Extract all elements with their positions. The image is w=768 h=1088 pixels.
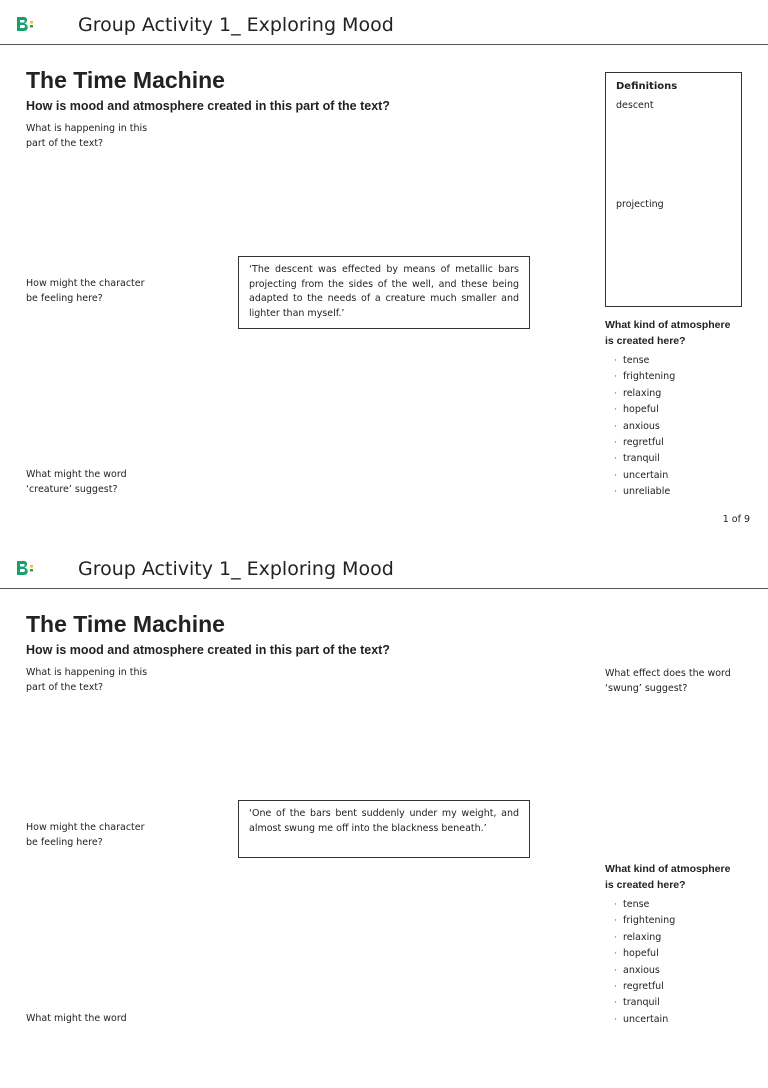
option-label: uncertain xyxy=(623,1013,669,1025)
heading-line: What kind of atmosphere xyxy=(605,319,731,331)
prompt-line: How might the character xyxy=(26,278,145,289)
atmosphere-option xyxy=(605,897,755,913)
page-header xyxy=(0,0,768,45)
bullet-icon: · xyxy=(614,421,617,432)
bullet-icon: · xyxy=(614,454,617,465)
atmosphere-options-list xyxy=(605,353,755,501)
prompt-line: be feeling here? xyxy=(26,293,103,304)
bullet-icon: · xyxy=(614,1014,617,1025)
brand-logo-icon xyxy=(16,560,34,576)
prompt-line: part of the text? xyxy=(26,682,104,693)
bullet-icon: · xyxy=(614,981,617,992)
bullet-icon: · xyxy=(614,356,617,366)
page-header xyxy=(0,544,768,589)
atmosphere-option xyxy=(605,484,755,500)
option-label: hopeful xyxy=(623,404,659,416)
option-label: frightening xyxy=(623,915,676,927)
prompt-line: be feeling here? xyxy=(26,837,103,848)
atmosphere-section xyxy=(605,862,755,1028)
bullet-icon: · xyxy=(614,965,617,976)
option-label: uncertain xyxy=(623,469,669,481)
bullet-icon: · xyxy=(614,437,617,448)
bullet-icon: · xyxy=(614,949,617,960)
definition-term: descent xyxy=(616,100,654,111)
atmosphere-option xyxy=(605,419,755,435)
heading-line: is created here? xyxy=(605,878,686,891)
option-label: anxious xyxy=(623,964,660,976)
page-subtitle: How is mood and atmosphere created in this part of the text? xyxy=(26,643,390,657)
prompt-line: How might the character xyxy=(26,822,145,833)
definitions-heading: Definitions xyxy=(616,81,678,92)
bullet-icon: · xyxy=(614,388,617,399)
option-label: relaxing xyxy=(623,931,662,943)
prompt-line: ‘swung’ suggest? xyxy=(605,683,688,694)
option-label: anxious xyxy=(623,420,660,432)
quote-box: ‘The descent was effected by means of metallic bars projecting from the sides of the well, and these being adapted to the needs of a creature much smaller and lighter than myself.’ xyxy=(238,256,530,329)
atmosphere-options-list xyxy=(605,897,755,1028)
page-title: The Time Machine xyxy=(26,67,225,93)
atmosphere-option xyxy=(605,995,755,1011)
prompt-line: ‘creature’ suggest? xyxy=(26,484,118,495)
prompt-character-feeling xyxy=(26,820,156,850)
heading-line: What kind of atmosphere xyxy=(605,863,731,875)
prompt-word-suggest xyxy=(26,467,156,497)
page-subtitle: How is mood and atmosphere created in this part of the text? xyxy=(26,99,390,113)
option-label: regretful xyxy=(623,980,664,992)
prompt-word-effect xyxy=(605,666,745,696)
prompt-what-is-happening xyxy=(26,121,156,151)
prompt-what-is-happening xyxy=(26,665,156,695)
page-title: The Time Machine xyxy=(26,611,225,637)
bullet-icon: · xyxy=(614,405,617,416)
atmosphere-heading xyxy=(605,318,755,349)
header-title: Group Activity 1_ Exploring Mood xyxy=(78,558,394,580)
atmosphere-option xyxy=(605,402,755,418)
atmosphere-option xyxy=(605,1012,755,1028)
header-title: Group Activity 1_ Exploring Mood xyxy=(78,14,394,36)
definition-term: projecting xyxy=(616,199,664,210)
option-label: unreliable xyxy=(623,486,671,498)
atmosphere-section xyxy=(605,318,755,501)
atmosphere-option xyxy=(605,451,755,467)
option-label: tense xyxy=(623,355,650,366)
prompt-line: What is happening in this xyxy=(26,123,148,134)
option-label: hopeful xyxy=(623,948,659,960)
bullet-icon: · xyxy=(614,932,617,943)
atmosphere-heading xyxy=(605,862,755,893)
atmosphere-option xyxy=(605,386,755,402)
atmosphere-option xyxy=(605,468,755,484)
definitions-box xyxy=(605,72,742,307)
atmosphere-option xyxy=(605,353,755,369)
atmosphere-option xyxy=(605,946,755,962)
page-number: 1 of 9 xyxy=(722,514,750,525)
option-label: tranquil xyxy=(623,997,660,1009)
option-label: tense xyxy=(623,899,650,910)
bullet-icon: · xyxy=(614,900,617,910)
atmosphere-option xyxy=(605,930,755,946)
atmosphere-option xyxy=(605,979,755,995)
bullet-icon: · xyxy=(614,916,617,927)
bullet-icon: · xyxy=(614,998,617,1009)
prompt-character-feeling xyxy=(26,276,156,306)
atmosphere-option xyxy=(605,913,755,929)
bullet-icon: · xyxy=(614,487,617,498)
option-label: frightening xyxy=(623,371,676,383)
quote-box: ‘One of the bars bent suddenly under my weight, and almost swung me off into the blackness beneath.’ xyxy=(238,800,530,858)
prompt-line: What is happening in this xyxy=(26,667,148,678)
prompt-line: part of the text? xyxy=(26,138,104,149)
brand-logo-icon xyxy=(16,16,34,32)
document-page-2 xyxy=(0,544,768,1088)
atmosphere-option xyxy=(605,435,755,451)
option-label: tranquil xyxy=(623,453,660,465)
atmosphere-option xyxy=(605,369,755,385)
prompt-line: What might the word xyxy=(26,469,127,480)
prompt-line: What effect does the word xyxy=(605,668,731,679)
option-label: relaxing xyxy=(623,387,662,399)
bullet-icon: · xyxy=(614,470,617,481)
prompt-line: What might the word xyxy=(26,1013,127,1024)
bullet-icon: · xyxy=(614,372,617,383)
atmosphere-option xyxy=(605,963,755,979)
heading-line: is created here? xyxy=(605,334,686,347)
option-label: regretful xyxy=(623,436,664,448)
